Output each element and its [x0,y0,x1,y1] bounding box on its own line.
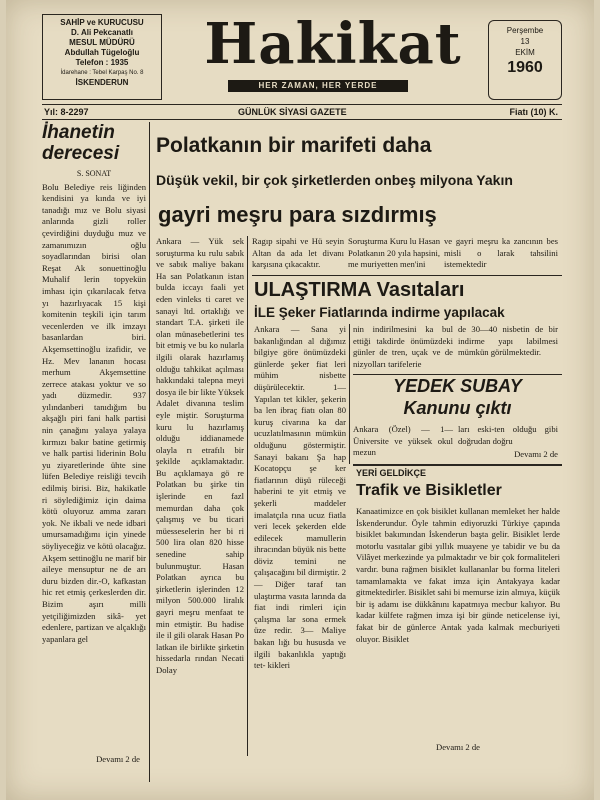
main-body-col2: Ragıp sipahi ve Hü seyin Altan da ada let divanı karşısına çıkacaktır. [252,236,344,270]
owner-line: Abdullah Tügeloğlu [64,48,140,57]
main-body-col4: ve gayri meşru ka zancının bes misli o larak tahsilini istemektedir [444,236,558,270]
reserve-continued: Devamı 2 de [514,449,558,459]
traffic-section-label: YERİ GELDİKÇE [356,468,427,478]
column-divider [247,236,248,756]
date-month: EKİM [515,48,535,57]
owner-line: İdarehane : Tebel Karpaş No. 8 [60,70,144,76]
left-column [42,122,146,782]
paper-type: GÜNLÜK SİYASİ GAZETE [238,107,347,117]
info-bar [42,104,562,120]
section-rule [353,464,562,466]
transport-headline: ULAŞTIRMA Vasıtaları [254,279,465,301]
owner-line: Telefon : 1935 [75,58,129,67]
main-body-col3: Soruşturma Kuru lu Hasan Polatkanın 20 yıla hapsini, me muriyetten men'ini [348,236,440,270]
section-rule [252,275,562,276]
reserve-body-col2: ları eski-ten olduğu gibi doğrudan doğru [458,424,558,446]
owner-box [42,14,162,100]
owner-line: İSKENDERUN [75,78,129,87]
traffic-continued: Devamı 2 de [436,742,480,752]
left-byline: S. SONAT [76,169,112,178]
transport-body-col2: nin indirilmesini ka bul ettiği takdirde önümüzdeki günler de tren, uçak ve de nizyolları tarifelerie [353,324,453,369]
main-headline: Polatkanın bir marifeti daha [156,134,432,157]
date-daynum: 13 [520,37,530,46]
date-box [488,20,562,100]
masthead-title: Hakikat [204,11,462,77]
newspaper-page [6,0,594,800]
left-body: Bolu Belediye reis liğinden kendisini ya kında ve iyi tanadığı mız ve Bolu siyasi anlarında gizli roller çevirdiğini duyduğu muz ve zamanımızın oğlu soyadlarından birisi olan Reşat Ak sonuettinoğlu Muhalif lerin topyekün imhası için çıkarılacak fetva yı hazırlıyacak 15 kişi komitenin teşkili için tarım vecenlerden ve ilk imzayı basanlardan biri. Akşemsettinoğlu izafidir, ve Hz. Mev lananın hocası merhum Akşemsettine zerrece atakası yoktur ve so yadı düzmedir. 937 yılındanberi tanıdığım bu akşağlı piri fani halk partisi nin çanağını yalaya yalaya kırmızı bakır batine getirmiş ve halk partisi liderinin Bolu yu ziyaretlerinde ühte sine lüfen Belediye reisliği tevcih edilmiş birisi. Biz, hakikatle ri söylediğimiz için daima kötü oluyoruz amma zararı yok. Ne ikbali ve nede idbari umursamadığımı için yinede söyliyeceğiz ve kötü olacağız. Akşem settinoğlu ne marif bir aileye mensuptur ne de arı duru bizden dir.-O, kafkastan hic ret etmiş çerkeslerden dir. Bizim aşırı milli yetçiliğimizden sikâ- yet edenlere, partizan ve alçaklığı yapanlara gel [42,181,146,644]
transport-subheadline: İLE Şeker Fiatlarında indirme yapılacak [254,305,505,320]
masthead-motto: HER ZAMAN, HER YERDE [228,80,408,92]
traffic-body: Kanaatimizce en çok bisiklet kullanan memleket her halde İskenderundur. Öyle tahmin ediyoruzki Türkiye çapında bisiklet bakımından İskenderun başta gelir. Bisiklet lerde motorlu vasıtalar gibi yıllık muayene ye tabidir ve bu da Vilâyet merkezinde ya pılmaktadır ve bir çok formaliteleri vardır. buna rağmen bisiklet kullananlar bu forma liteleri tamamlamakta ve fakat imza için Antakyaya kadar gitmektedirler. Bisiklet sahi bi memurse izin almıya, küçük bir iş adamı ise dükkânını kapatmıya mecbur kalıyor. Bu kadar külfete rağmen imza işi bir günde neticelense iyi, fakat bir de günlerce Antak yada kalmak mecburiyeti oluyor. Bisiklet [356,506,560,644]
date-day: Perşembe [506,26,544,35]
main-body-col1: Ankara — Yük sek soruşturma ku rulu sabık ve sabık maliye bakanı Ha san Polatkanın istan bulda iccayı faali yet eden vinleks ti caret ve sanayi ltd. ortaklığı ve standart T.A. şirketi ile olan münasebetlerini tes bit etmiş ve bu ko nularla ilgili olarak hazırlamış olduğu tahkikat açılması hakkındaki talepna meyi dosya ile bir likte Yüksek Adalet divanına teslim eyle miştir. Soruşturma kuru lu hazırlamış olduğu iddianamede olayla rı etrafılı bir şekilde açıklamaktadır. Bu açıklamaya gö re Polatkan bu şirke tin işlerinde en fazl memurdan daha çok çalışmış ve bu ticari müesseselerin her bi ri 500 lira olan 820 hisse senedine sahip bulunmuştur. Hasan Polatkan ayrıca bu şirketlerin işlerinden 12 milyon 500.000 liralık gayri meşru menfaat te min etmiştir. Bu hadise ile il gili olarak Hasan Po latkan ile birlikte şirketin hissedarla rından Necati Dolay [156,236,244,675]
transport-body-col3: de 30—40 nisbetin de bir indirme yapı labilmesi mümkün görülmektedir. [458,324,558,358]
left-continued: Devamı 2 de [96,753,140,764]
left-headline-line1: İhanetin [42,122,115,143]
owner-line: MESUL MÜDÜRÜ [69,38,135,47]
owner-line: SAHİP ve KURUCUSU [60,18,144,27]
price: Fiatı (10) K. [509,107,558,117]
traffic-headline: Trafik ve Bisikletler [356,482,502,499]
main-subheadline: Düşük vekil, bir çok şirketlerden onbeş milyona Yakın [156,172,513,188]
reserve-subheadline: Kanunu çıktı [403,398,512,418]
year-issue: Yıl: 8-2297 [44,107,89,117]
transport-body-col1: Ankara — Sana yi bakanlığından al dığımız bilgiye göre önümüzdeki günlerde şeker fiat leri mühim nisbette düşürülecektir. 1— Yapılan tet kikler, şekerin ba len ibraç fiatı olan 80 kuruş civarına ka dar ucuzlatılmasının mümkün olduğunu göstermiştir. Sanayi bakanı Şa hap Kocatopçu şe ker fiatlarının düşü rüleceği haberini te yit etmiş ve şekerli maddeler imalatçıla rına ucuz fiatla veri lecek şekerden elde edilecek mamullerin ihracından büyük nis bette döviz temini ne çalışacağını bil dirmiştir. 2— Diğer taraf tan ulaştırma vasıta larında da fiat indi rimleri için çalışma lar sona ermek üze redir. 3— Maliye bakan lığı bu hususda ve ilgili bakanlıkla yaptığı tet- kikleri [254,324,346,671]
left-headline-line2: derecesi [42,143,120,164]
section-rule [353,374,562,375]
reserve-body-col1: Ankara (Özel) — 1— Üniversite ve yüksek okul mezun [353,424,453,458]
column-divider [349,324,350,464]
owner-line: D. Ali Pekcanatlı [71,28,133,37]
date-year: 1960 [507,59,543,76]
main-headline-2: gayri meşru para sızdırmış [158,202,437,227]
column-divider [149,122,150,782]
reserve-headline: YEDEK SUBAY [393,376,522,396]
